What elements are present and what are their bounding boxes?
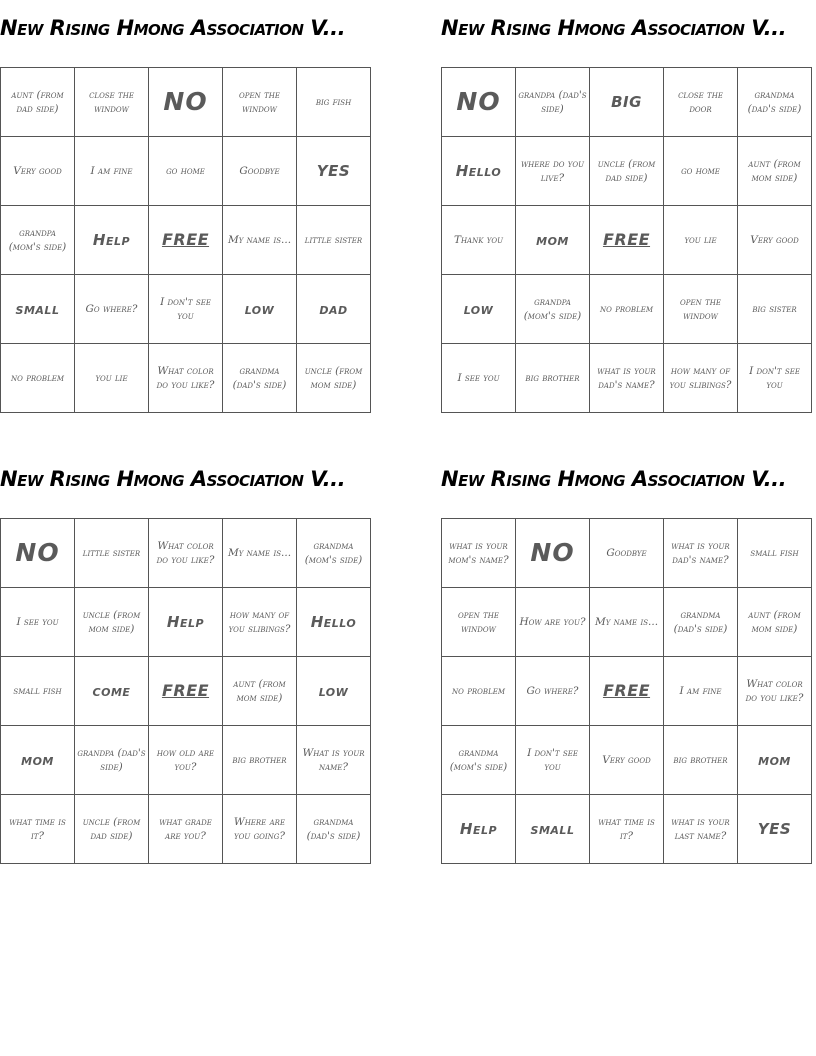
bingo-cell: Help <box>149 588 223 657</box>
bingo-cell: Go where? <box>75 275 149 344</box>
bingo-cell: I don't see you <box>149 275 223 344</box>
bingo-cell: aunt (from mom side) <box>738 588 812 657</box>
grid-row <box>442 657 812 726</box>
bingo-cell: Where are you going? <box>223 795 297 864</box>
bingo-cell: Hello <box>297 588 371 657</box>
bingo-cell: aunt (from mom side) <box>223 657 297 726</box>
bingo-cell: NO <box>442 68 516 137</box>
bingo-grid <box>441 67 812 413</box>
bingo-cell: what is your dad's name? <box>590 344 664 413</box>
card-title: New Rising Hmong Association V... <box>441 467 787 491</box>
grid-row <box>1 137 371 206</box>
grid-row <box>1 588 371 657</box>
bingo-cell: uncle (from dad side) <box>590 137 664 206</box>
bingo-cell: what is your mom's name? <box>442 519 516 588</box>
grid-row <box>1 68 371 137</box>
bingo-cell: grandpa (mom's side) <box>1 206 75 275</box>
bingo-cell: no problem <box>1 344 75 413</box>
bingo-cell: My name is... <box>223 206 297 275</box>
bingo-cell: I see you <box>1 588 75 657</box>
grid-row <box>442 795 812 864</box>
bingo-cell: I see you <box>442 344 516 413</box>
bingo-cell: no problem <box>442 657 516 726</box>
bingo-cell: Very good <box>1 137 75 206</box>
grid-row <box>442 588 812 657</box>
grid-row <box>1 519 371 588</box>
grid-row <box>442 519 812 588</box>
bingo-cell: uncle (from dad side) <box>75 795 149 864</box>
bingo-card <box>0 463 376 842</box>
bingo-cell: open the window <box>223 68 297 137</box>
bingo-cell: low <box>223 275 297 344</box>
bingo-cell: grandma (mom's side) <box>442 726 516 795</box>
bingo-cell: Hello <box>442 137 516 206</box>
bingo-cell: Help <box>442 795 516 864</box>
bingo-cell: Very good <box>590 726 664 795</box>
grid-row <box>1 726 371 795</box>
bingo-cell: aunt (from dad side) <box>1 68 75 137</box>
bingo-cell: YES <box>738 795 812 864</box>
bingo-cell: BIG <box>590 68 664 137</box>
free-space-cell: FREE <box>590 657 664 726</box>
bingo-cell: grandpa (dad's side) <box>516 68 590 137</box>
grid-row <box>442 206 812 275</box>
bingo-card <box>441 12 816 391</box>
grid-row <box>1 275 371 344</box>
bingo-card <box>0 12 376 391</box>
bingo-cell: big sister <box>738 275 812 344</box>
bingo-cell: What color do you like? <box>738 657 812 726</box>
card-title: New Rising Hmong Association V... <box>0 467 346 491</box>
bingo-cell: no problem <box>590 275 664 344</box>
bingo-cell: grandma (dad's side) <box>223 344 297 413</box>
bingo-cell: grandpa (dad's side) <box>75 726 149 795</box>
bingo-cell: Goodbye <box>590 519 664 588</box>
bingo-cell: mom <box>516 206 590 275</box>
bingo-cell: small <box>516 795 590 864</box>
free-space-cell: FREE <box>149 657 223 726</box>
bingo-cell: grandma (dad's side) <box>297 795 371 864</box>
bingo-cell: what time is it? <box>590 795 664 864</box>
bingo-cell: Help <box>75 206 149 275</box>
bingo-cell: close the window <box>75 68 149 137</box>
bingo-cell: what is your dad's name? <box>664 519 738 588</box>
grid-row <box>442 275 812 344</box>
grid-row <box>442 137 812 206</box>
bingo-cell: big fish <box>297 68 371 137</box>
bingo-cell: What is your name? <box>297 726 371 795</box>
bingo-cell: little sister <box>297 206 371 275</box>
bingo-cell: I don't see you <box>516 726 590 795</box>
grid-row <box>442 344 812 413</box>
grid-row <box>1 206 371 275</box>
bingo-cell: mom <box>1 726 75 795</box>
bingo-cell: what is your last name? <box>664 795 738 864</box>
grid-row <box>1 795 371 864</box>
bingo-cell: uncle (from mom side) <box>297 344 371 413</box>
bingo-cell: big brother <box>664 726 738 795</box>
bingo-cell: mom <box>738 726 812 795</box>
bingo-cell: low <box>297 657 371 726</box>
bingo-cell: NO <box>1 519 75 588</box>
card-title: New Rising Hmong Association V... <box>441 16 787 40</box>
bingo-cell: My name is... <box>223 519 297 588</box>
bingo-cell: go home <box>664 137 738 206</box>
bingo-cell: Go where? <box>516 657 590 726</box>
bingo-cell: close the door <box>664 68 738 137</box>
bingo-cell: small fish <box>1 657 75 726</box>
bingo-cell: grandma (mom's side) <box>297 519 371 588</box>
grid-row <box>442 68 812 137</box>
bingo-cell: how old are you? <box>149 726 223 795</box>
bingo-cell: I don't see you <box>738 344 812 413</box>
bingo-cell: Thank you <box>442 206 516 275</box>
bingo-cell: grandpa (mom's side) <box>516 275 590 344</box>
bingo-cell: open the window <box>664 275 738 344</box>
bingo-cell: NO <box>516 519 590 588</box>
bingo-cell: what time is it? <box>1 795 75 864</box>
bingo-cell: how many of you slibings? <box>223 588 297 657</box>
bingo-cell: small <box>1 275 75 344</box>
bingo-grid <box>0 518 371 864</box>
bingo-cell: NO <box>149 68 223 137</box>
grid-row <box>442 726 812 795</box>
bingo-cell: you lie <box>664 206 738 275</box>
bingo-cell: dad <box>297 275 371 344</box>
free-space-cell: FREE <box>149 206 223 275</box>
bingo-cell: aunt (from mom side) <box>738 137 812 206</box>
bingo-cell: what grade are you? <box>149 795 223 864</box>
bingo-cell: What color do you like? <box>149 344 223 413</box>
bingo-card <box>441 463 816 842</box>
bingo-cell: I am fine <box>664 657 738 726</box>
bingo-cell: open the window <box>442 588 516 657</box>
bingo-cell: how many of you slibings? <box>664 344 738 413</box>
grid-row <box>1 657 371 726</box>
card-title: New Rising Hmong Association V... <box>0 16 346 40</box>
grid-row <box>1 344 371 413</box>
bingo-cell: uncle (from mom side) <box>75 588 149 657</box>
bingo-cell: you lie <box>75 344 149 413</box>
bingo-cell: Goodbye <box>223 137 297 206</box>
bingo-cell: YES <box>297 137 371 206</box>
bingo-cell: Very good <box>738 206 812 275</box>
bingo-cell: big brother <box>223 726 297 795</box>
bingo-cell: little sister <box>75 519 149 588</box>
bingo-cell: big brother <box>516 344 590 413</box>
bingo-cell: How are you? <box>516 588 590 657</box>
free-space-cell: FREE <box>590 206 664 275</box>
bingo-cell: small fish <box>738 519 812 588</box>
bingo-grid <box>0 67 371 413</box>
bingo-cell: My name is... <box>590 588 664 657</box>
bingo-cell: go home <box>149 137 223 206</box>
bingo-cell: come <box>75 657 149 726</box>
bingo-cell: low <box>442 275 516 344</box>
bingo-cell: grandma (dad's side) <box>738 68 812 137</box>
bingo-cell: where do you live? <box>516 137 590 206</box>
bingo-grid <box>441 518 812 864</box>
bingo-cell: grandma (dad's side) <box>664 588 738 657</box>
bingo-cell: What color do you like? <box>149 519 223 588</box>
bingo-cell: I am fine <box>75 137 149 206</box>
